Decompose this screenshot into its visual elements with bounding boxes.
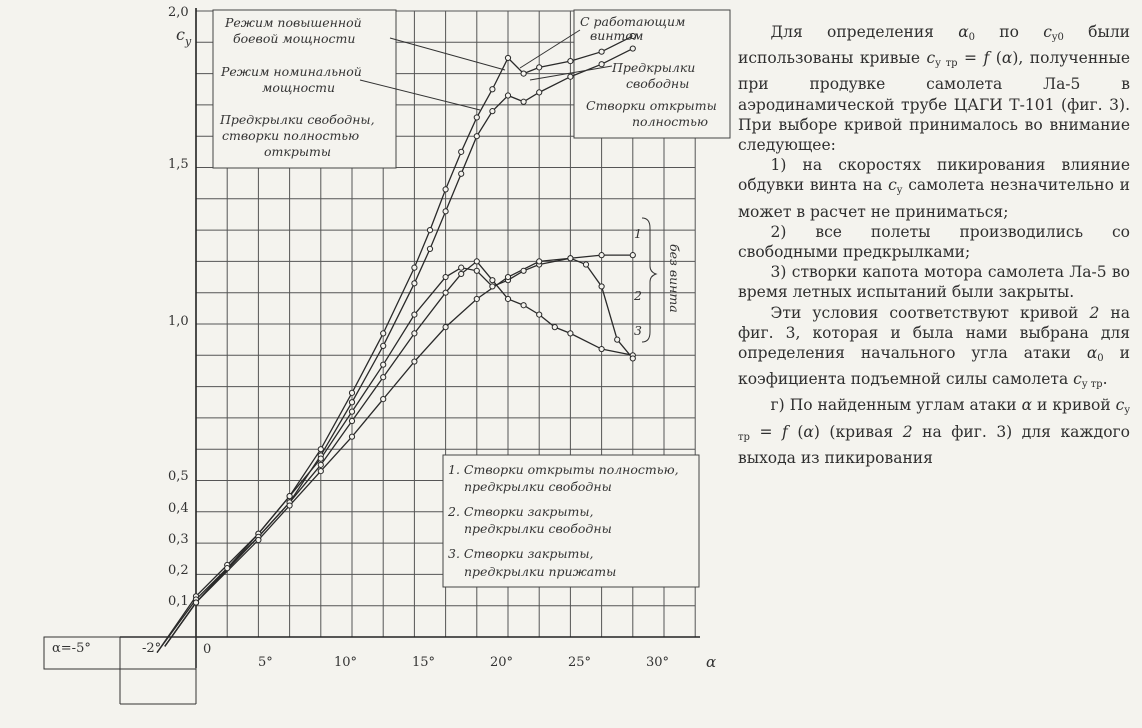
data-point xyxy=(443,187,448,192)
data-point xyxy=(490,109,495,114)
x-tick: 20° xyxy=(490,655,514,670)
y-tick: 0,5 xyxy=(168,469,189,484)
data-point xyxy=(287,503,292,508)
data-point xyxy=(381,343,386,348)
data-point xyxy=(599,49,604,54)
data-point xyxy=(599,62,604,67)
data-point xyxy=(349,390,354,395)
ann-flaps-1: Предкрылки свободны, xyxy=(220,112,375,127)
data-point xyxy=(490,87,495,92)
x-tick: 10° xyxy=(334,655,358,670)
curve-4 xyxy=(165,261,633,646)
x-tick: 30° xyxy=(646,655,670,670)
ann-boost-1: Режим повышенной xyxy=(225,15,362,30)
x-tick: 0 xyxy=(203,642,212,657)
data-point xyxy=(349,434,354,439)
data-point xyxy=(427,246,432,251)
y-axis-symbol: $c_y$ xyxy=(176,25,192,48)
ann-no-prop: без винта xyxy=(667,244,682,313)
y-tick-labels xyxy=(168,5,189,609)
data-point xyxy=(505,296,510,301)
data-point xyxy=(568,331,573,336)
data-point xyxy=(381,397,386,402)
data-point xyxy=(630,356,635,361)
y-tick: 0,2 xyxy=(168,563,189,578)
y-tick: 1,5 xyxy=(168,157,189,172)
ann-cowl-2: полностью xyxy=(632,114,708,129)
ann-cowl-1: Створки открыты xyxy=(586,98,717,113)
data-point xyxy=(443,274,448,279)
data-point xyxy=(443,290,448,295)
neg-tick-2: -2° xyxy=(142,641,162,656)
data-point xyxy=(568,256,573,261)
data-point xyxy=(474,268,479,273)
ann-nominal-2: мощности xyxy=(262,80,336,95)
data-point xyxy=(521,71,526,76)
ann-flaps-3: открыты xyxy=(264,144,332,159)
y-tick: 0,4 xyxy=(168,501,189,516)
legend-2b: предкрылки свободны xyxy=(464,521,612,536)
ann-boost-2: боевой мощности xyxy=(233,31,356,46)
data-point xyxy=(412,312,417,317)
data-point xyxy=(615,337,620,342)
y-tick: 1,0 xyxy=(168,314,189,329)
data-point xyxy=(521,303,526,308)
data-point xyxy=(443,325,448,330)
data-point xyxy=(474,115,479,120)
data-point xyxy=(537,259,542,264)
data-point xyxy=(412,265,417,270)
data-point xyxy=(599,284,604,289)
legend-1a: 1. Створки открыты полностью, xyxy=(448,462,679,477)
data-point xyxy=(599,253,604,258)
no-prop-bracket xyxy=(642,218,656,342)
data-point xyxy=(349,400,354,405)
legend-3b: предкрылки прижаты xyxy=(464,564,617,579)
curve-5 xyxy=(165,258,633,646)
data-point xyxy=(412,359,417,364)
x-tick: 15° xyxy=(412,655,436,670)
paragraph-2: Эти условия соответствуют кривой 2 на фиг. 3, которая и была нами выбрана для определения начального угла атаки $\alpha_0$ и коэфициента подъемной силы самолета $c_{y тр}$. xyxy=(738,303,1131,391)
data-point xyxy=(521,99,526,104)
data-point xyxy=(318,456,323,461)
data-point xyxy=(521,268,526,273)
item-3: 3) створки капота мотора самолета Ла-5 во время летных испытаний были закрыты. xyxy=(738,263,1130,302)
data-point xyxy=(490,284,495,289)
data-point xyxy=(630,46,635,51)
data-point xyxy=(474,259,479,264)
data-point xyxy=(459,271,464,276)
data-point xyxy=(474,296,479,301)
data-point xyxy=(381,331,386,336)
y-tick: 2,0 xyxy=(168,5,189,20)
ann-slats-2: свободны xyxy=(626,76,690,91)
data-point xyxy=(318,447,323,452)
data-point xyxy=(318,469,323,474)
data-point xyxy=(505,93,510,98)
data-point xyxy=(256,537,261,542)
y-tick: 0,3 xyxy=(168,532,189,547)
x-tick-labels xyxy=(203,642,669,670)
body-text xyxy=(738,22,1130,468)
curve-label-3: 3 xyxy=(634,323,642,338)
data-point xyxy=(193,600,198,605)
legend-1b: предкрылки свободны xyxy=(464,479,612,494)
data-point xyxy=(287,494,292,499)
ann-nominal-1: Режим номинальной xyxy=(221,64,362,79)
neg-tick-5: α=-5° xyxy=(52,641,91,656)
data-point xyxy=(505,274,510,279)
data-point xyxy=(381,375,386,380)
data-point xyxy=(412,281,417,286)
data-point xyxy=(459,149,464,154)
paragraph-3: г) По найденным углам атаки α и кривой $c_{y тр} = f$ (α) (кривая 2 на фиг. 3) для каждого выхода из пикирования xyxy=(738,396,1130,467)
data-point xyxy=(412,331,417,336)
data-point xyxy=(490,278,495,283)
data-point xyxy=(318,462,323,467)
curve-label-2: 2 xyxy=(634,288,642,303)
data-point xyxy=(537,65,542,70)
data-point xyxy=(630,253,635,258)
data-point xyxy=(225,566,230,571)
x-axis-symbol: α xyxy=(706,653,717,671)
data-point xyxy=(537,312,542,317)
data-point xyxy=(505,55,510,60)
data-point xyxy=(599,346,604,351)
data-point xyxy=(427,228,432,233)
curve-label-1: 1 xyxy=(634,226,642,241)
data-point xyxy=(568,74,573,79)
data-point xyxy=(583,262,588,267)
data-point xyxy=(443,209,448,214)
data-point xyxy=(552,325,557,330)
ann-prop-2: винтом xyxy=(590,28,644,43)
item-2: 2) все полеты производились со свободными предкрылками; xyxy=(738,222,1130,262)
y-tick: 0,1 xyxy=(168,594,189,609)
data-point xyxy=(537,90,542,95)
legend-2a: 2. Створки закрыты, xyxy=(448,504,594,519)
data-point xyxy=(349,418,354,423)
data-point xyxy=(349,409,354,414)
x-tick: 5° xyxy=(258,655,273,670)
data-point xyxy=(568,58,573,63)
ann-slats-1: Предкрылки xyxy=(612,60,696,75)
paragraph-1: Для определения $\alpha_0$ по $c_{y0}$ были использованы кривые $c_{y тр} = f$ (α), полученные при продувке самолета Ла-5 в аэродинамической трубе ЦАГИ Т-101 (фиг. 3). При выборе кривой принималось во внимание следующее: xyxy=(738,23,1130,155)
data-point xyxy=(474,134,479,139)
ann-flaps-2: створки полностью xyxy=(222,128,360,143)
data-point xyxy=(381,362,386,367)
legend-3a: 3. Створки закрыты, xyxy=(448,546,594,561)
ann-prop-1: С работающим xyxy=(580,14,686,29)
item-1: 1) на скоростях пикирования влияние обдувки винта на $c_y$ самолета незначительно и может в расчет не приниматься; xyxy=(738,156,1130,221)
data-point xyxy=(459,171,464,176)
x-tick: 25° xyxy=(568,655,592,670)
data-point xyxy=(459,265,464,270)
